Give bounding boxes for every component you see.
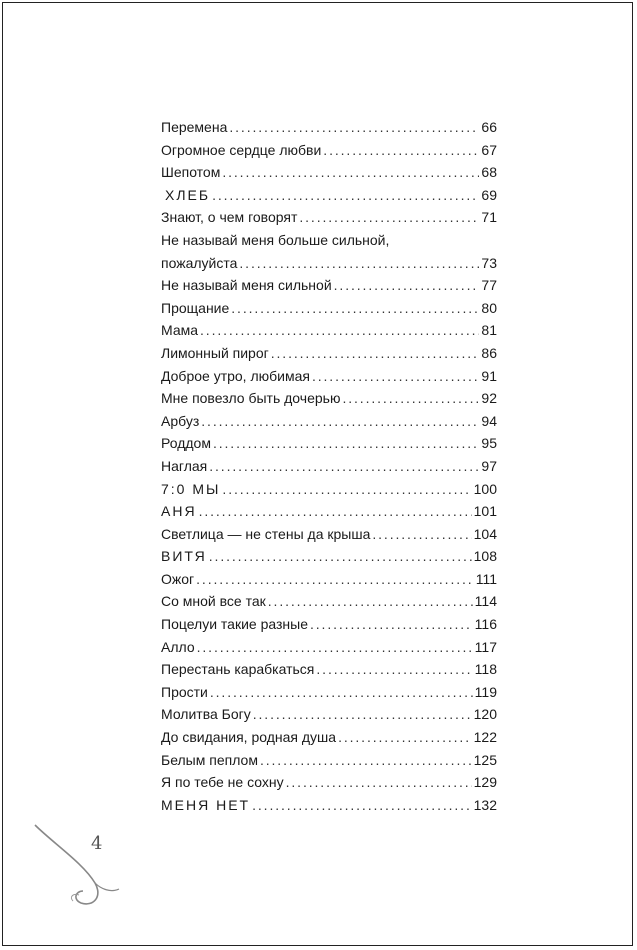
leader-dots xyxy=(209,545,472,568)
toc-entry-page: 97 xyxy=(481,457,497,474)
toc-entry-page: 100 xyxy=(473,480,497,497)
toc-entry-title: МЕНЯ НЕТ xyxy=(161,796,251,813)
toc-entry-page: 117 xyxy=(474,638,497,655)
leader-dots xyxy=(222,478,471,501)
toc-entry xyxy=(161,500,497,523)
toc-entry-title-continued: пожалуйста xyxy=(161,254,238,271)
leader-dots xyxy=(286,771,472,794)
toc-entry-page: 101 xyxy=(473,503,497,520)
leader-dots xyxy=(312,365,479,388)
leader-dots xyxy=(209,455,479,478)
toc-entry-page: 95 xyxy=(481,435,497,452)
leader-dots xyxy=(310,613,473,636)
toc-entry-page: 66 xyxy=(481,119,497,135)
toc-entry xyxy=(161,726,497,749)
toc-entry-title: Не называй меня больше сильной, xyxy=(161,231,390,248)
leader-dots xyxy=(201,410,479,433)
toc-entry xyxy=(161,749,497,772)
toc-entry-title: Я по тебе не сохну xyxy=(161,774,284,791)
toc-entry-title: Доброе утро, любимая xyxy=(161,367,310,384)
leader-dots xyxy=(231,297,479,320)
toc-entry-title: Роддом xyxy=(161,435,211,452)
toc-entry-page: 104 xyxy=(473,525,497,542)
toc-entry-page: 67 xyxy=(481,141,497,158)
toc-entry xyxy=(161,161,497,184)
leader-dots xyxy=(229,116,479,139)
toc-entry xyxy=(161,116,497,139)
toc-entry-title: Наглая xyxy=(161,457,208,474)
book-page xyxy=(2,2,633,946)
toc-entry-title: Молитва Богу xyxy=(161,706,251,723)
leader-dots xyxy=(252,794,472,817)
toc-entry-page: 120 xyxy=(473,706,497,723)
toc-entry-title: Не называй меня сильной xyxy=(161,277,332,294)
leader-dots xyxy=(299,206,479,229)
toc-entry-page: 80 xyxy=(481,299,497,316)
leader-dots xyxy=(212,184,479,207)
toc-entry-page: 73 xyxy=(481,254,497,271)
toc-entry-page: 111 xyxy=(475,570,497,587)
toc-entry-title: Огромное сердце любви xyxy=(161,141,322,158)
leader-dots xyxy=(323,139,479,162)
toc-entry-title: Светлица — не стены да крыша xyxy=(161,525,371,542)
toc-entry xyxy=(161,658,497,681)
toc-entry-page: 122 xyxy=(473,729,497,746)
toc-entry xyxy=(161,387,497,410)
toc-entry-page: 116 xyxy=(474,616,497,633)
toc-entry xyxy=(161,613,497,636)
toc-entry-title: До свидания, родная душа xyxy=(161,729,337,746)
toc-entry-title: Прости xyxy=(161,683,208,700)
toc-entry-page: 92 xyxy=(481,390,497,407)
toc-entry xyxy=(161,410,497,433)
leader-dots xyxy=(213,432,479,455)
leader-dots xyxy=(260,749,472,772)
flourish-ornament-icon xyxy=(33,823,123,913)
toc-entry-title: АНЯ xyxy=(161,503,197,520)
toc-entry-page: 132 xyxy=(473,796,497,813)
toc-entry-page: 68 xyxy=(481,164,497,181)
toc-entry xyxy=(161,590,497,613)
toc-entry-title: Знают, о чем говорят xyxy=(161,209,298,226)
toc-entry-page: 125 xyxy=(473,751,497,768)
toc-entry xyxy=(161,274,497,297)
toc-entry-page: 91 xyxy=(481,367,497,384)
toc-entry-title: Поцелуи такие разные xyxy=(161,616,308,633)
toc-entry xyxy=(161,184,497,207)
toc-entry-title: Перестань карабкаться xyxy=(161,661,315,678)
toc-entry xyxy=(161,794,497,817)
leader-dots xyxy=(338,726,472,749)
toc-entry xyxy=(161,545,497,568)
leader-dots xyxy=(210,681,473,704)
toc-entry-page: 118 xyxy=(474,661,497,678)
toc-entry-title: 7:0 МЫ xyxy=(161,480,221,497)
leader-dots xyxy=(197,636,473,659)
leader-dots xyxy=(268,590,473,613)
leader-dots xyxy=(342,387,479,410)
toc-entry-title: Лимонный пирог xyxy=(161,344,269,361)
toc-entry xyxy=(161,455,497,478)
toc-entry-title: Шепотом xyxy=(161,164,221,181)
toc-entry xyxy=(161,636,497,659)
leader-dots xyxy=(316,658,472,681)
toc-entry-title: Мама xyxy=(161,322,199,339)
leader-dots xyxy=(239,252,479,275)
toc-entry-title: Алло xyxy=(161,638,195,655)
toc-entry-page: 71 xyxy=(481,209,497,226)
toc-entry-title: Мне повезло быть дочерью xyxy=(161,390,341,407)
leader-dots xyxy=(200,319,479,342)
toc-entry-title: Перемена xyxy=(161,119,228,135)
table-of-contents xyxy=(161,116,497,816)
toc-entry-page: 69 xyxy=(481,186,497,203)
leader-dots xyxy=(222,161,479,184)
leader-dots xyxy=(372,523,471,546)
toc-entry xyxy=(161,523,497,546)
toc-entry xyxy=(161,297,497,320)
toc-entry xyxy=(161,478,497,501)
toc-entry-page: 81 xyxy=(481,322,497,339)
leader-dots xyxy=(271,342,480,365)
toc-entry xyxy=(161,432,497,455)
leader-dots xyxy=(196,568,474,591)
toc-entry-title: ВИТЯ xyxy=(161,548,207,565)
toc-entry-page: 94 xyxy=(481,412,497,429)
page-number: 4 xyxy=(91,833,103,854)
toc-entry xyxy=(161,681,497,704)
toc-entry xyxy=(161,568,497,591)
toc-entry-title: ХЛЕБ xyxy=(165,186,211,203)
toc-entry-page: 129 xyxy=(473,774,497,791)
toc-entry-title: Прощание xyxy=(161,299,230,316)
leader-dots xyxy=(199,500,472,523)
toc-entry xyxy=(161,206,497,229)
toc-entry-page: 86 xyxy=(481,344,497,361)
toc-entry xyxy=(161,319,497,342)
toc-entry xyxy=(161,139,497,162)
toc-entry xyxy=(161,229,497,274)
toc-entry-page: 119 xyxy=(474,683,497,700)
toc-entry xyxy=(161,703,497,726)
toc-entry-title: Белым пеплом xyxy=(161,751,258,768)
toc-entry-page: 77 xyxy=(481,277,497,294)
leader-dots xyxy=(253,703,472,726)
toc-entry xyxy=(161,365,497,388)
toc-entry xyxy=(161,771,497,794)
toc-entry-title: Арбуз xyxy=(161,412,200,429)
toc-entry-page: 114 xyxy=(474,593,497,610)
toc-entry-title: Ожог xyxy=(161,570,195,587)
toc-entry xyxy=(161,342,497,365)
toc-entry-page: 108 xyxy=(473,548,497,565)
toc-entry-title: Со мной все так xyxy=(161,593,266,610)
leader-dots xyxy=(334,274,480,297)
